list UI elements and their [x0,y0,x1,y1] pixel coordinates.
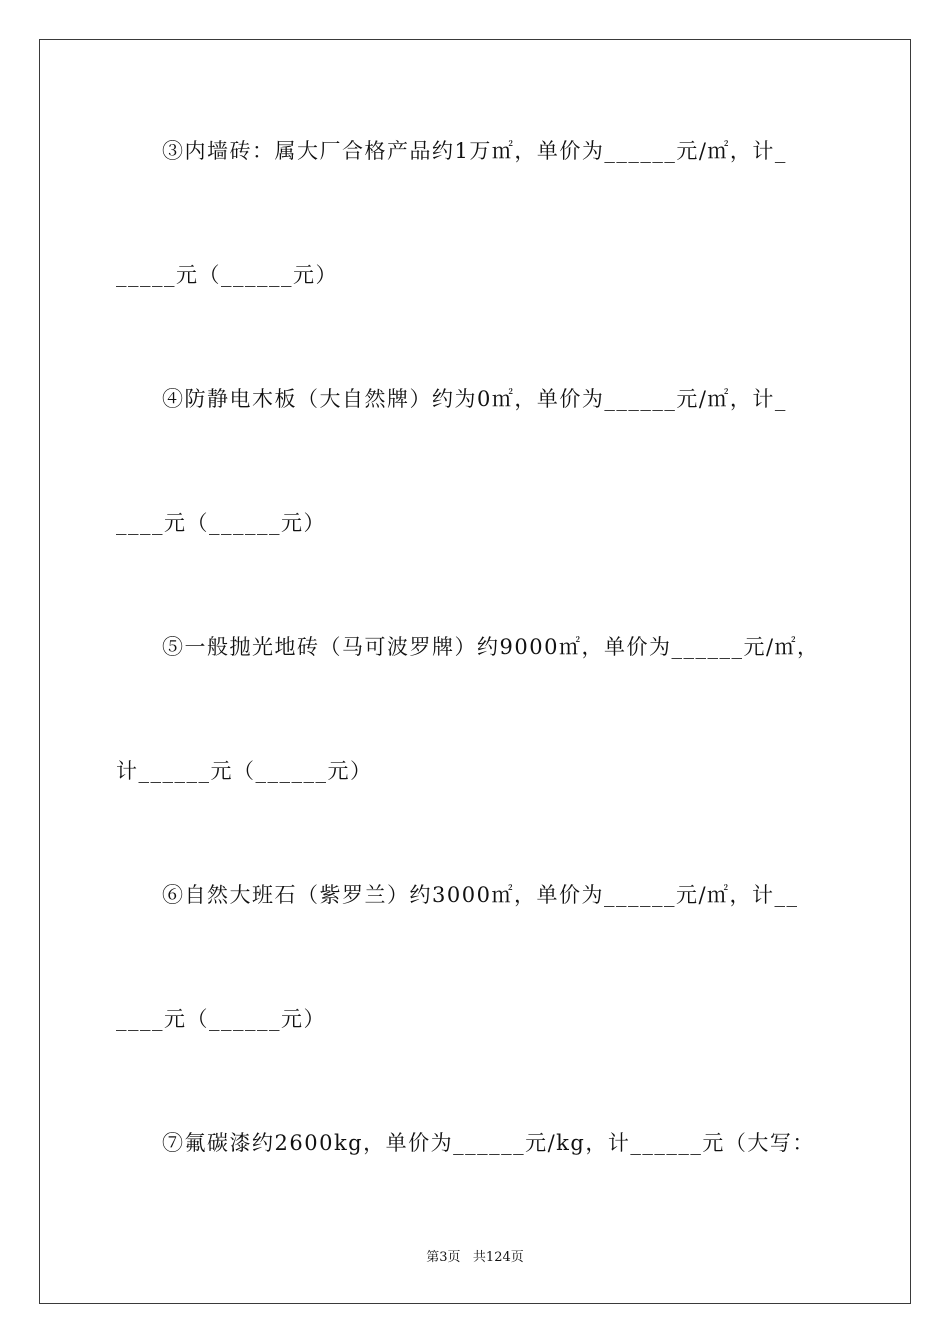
item-7-line-1: ⑦氟碳漆约2600kg，单价为______元/kg，计______元（大写： [162,1131,815,1155]
page-border [39,39,911,1304]
item-5-line-1: ⑤一般抛光地砖（马可波罗牌）约9000㎡，单价为______元/㎡， [162,635,820,659]
item-3-line-2: _____元（______元） [116,263,338,287]
item-4-line-1: ④防静电木板（大自然牌）约为0㎡，单价为______元/㎡，计_ [162,387,787,411]
item-4-line-2: ____元（______元） [116,511,326,535]
item-6-line-1: ⑥自然大班石（紫罗兰）约3000㎡，单价为______元/㎡，计__ [162,883,799,907]
item-5-line-2: 计______元（______元） [116,759,373,783]
page-number-footer: 第3页 共124页 [426,1250,524,1265]
item-3-line-1: ③内墙砖：属大厂合格产品约1万㎡，单价为______元/㎡，计_ [162,139,787,163]
item-6-line-2: ____元（______元） [116,1007,326,1031]
